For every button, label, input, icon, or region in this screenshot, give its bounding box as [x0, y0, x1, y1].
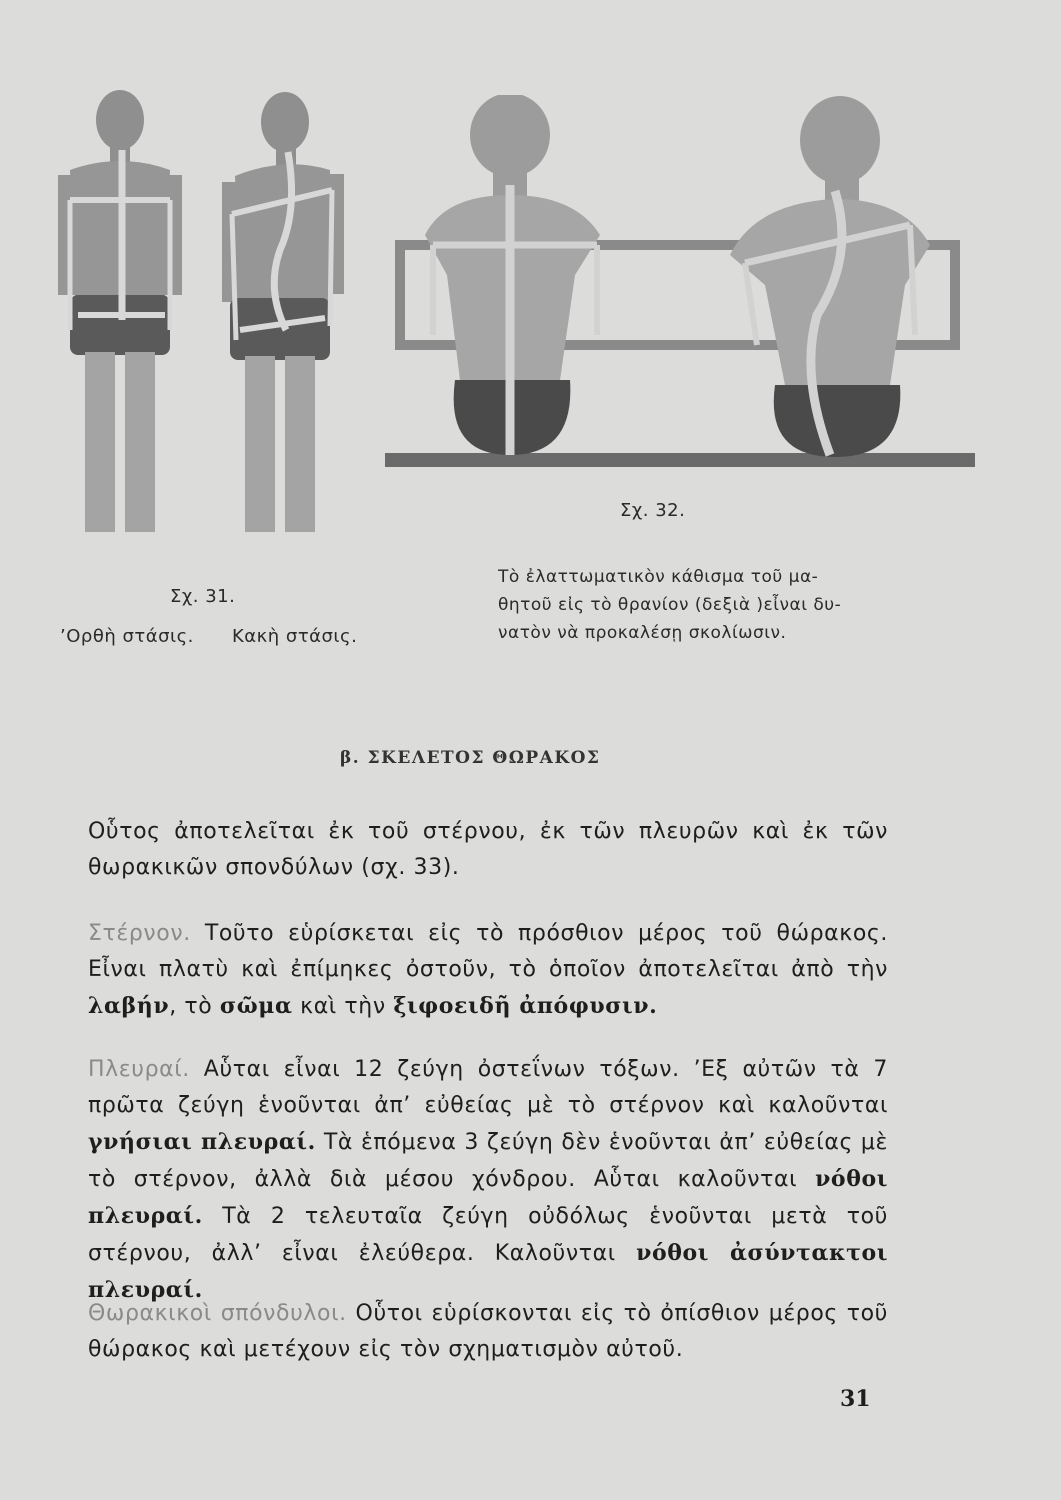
figure-32-label: Σχ. 32.	[620, 500, 686, 521]
figure-31-label: Σχ. 31.	[170, 586, 236, 607]
sternum-term: Στέρνον.	[88, 921, 191, 946]
figure-32-illustration	[385, 95, 985, 475]
figure-31-caption-correct: ’Ορθὴ στάσις.	[60, 626, 194, 647]
sternum-text: Τοῦτο εὑρίσκεται εἰς τὸ πρόσθιον μέρος τοῦ θώρακος. Εἶναι πλατὺ καὶ ἐπίμηκες ὀστοῦν, τὸ ὁποῖον ἀποτελεῖται ἀπὸ τὴν	[88, 921, 888, 982]
sternum-bold-xiphoid: ξιφοειδῆ ἀπόφυσιν.	[393, 993, 658, 1019]
ribs-text: Τὰ ἑπόμενα 3 ζεύγη δὲν ἑνοῦνται ἀπ’ εὐθείας μὲ τὸ στέρνον, ἀλλὰ διὰ μέσου χόνδρου. Αὗται καλοῦνται	[88, 1130, 888, 1192]
figure-31-caption-bad: Κακὴ στάσις.	[232, 626, 358, 647]
figure-31-illustration	[40, 90, 370, 540]
sternum-text: , τὸ	[169, 994, 220, 1019]
figure-32-caption	[498, 563, 841, 647]
ribs-text: Τὰ 2 τελευταῖα ζεύγη οὐδόλως ἑνοῦνται μετὰ τοῦ στέρνου, ἀλλ’ εἶναι ἐλεύθερα. Καλοῦνται	[88, 1204, 888, 1266]
figure-32-caption-line: Τὸ ἐλαττωματικὸν κάθισμα τοῦ μα-	[498, 567, 819, 587]
ribs-bold-true: γνήσιαι πλευραί.	[88, 1129, 316, 1155]
vertebrae-term: Θωρακικοὶ σπόνδυλοι.	[88, 1301, 347, 1326]
sternum-text: καὶ τὴν	[292, 994, 394, 1019]
page-number: 31	[840, 1386, 871, 1412]
ribs-paragraph	[88, 1052, 888, 1309]
figure-32-caption-line: νατὸν νὰ προκαλέσῃ σκολίωσιν.	[498, 623, 787, 643]
figure-correct-posture	[58, 90, 182, 532]
sternum-bold-handle: λαβήν	[88, 993, 170, 1019]
vertebrae-text: Οὗτοι εὑρίσκονται εἰς τὸ ὀπίσθιον μέρος τοῦ θώρακος καὶ μετέχουν εἰς τὸν σχηματισμὸν αὐτοῦ.	[88, 1301, 888, 1362]
seated-figure-defective	[730, 96, 930, 457]
section-heading: β. ΣΚΕΛΕΤΟΣ ΘΩΡΑΚΟΣ	[340, 748, 601, 768]
vertebrae-paragraph	[88, 1296, 888, 1368]
figure-32-caption-line: θητοῦ εἰς τὸ θρανίον (δεξιὰ )εἶναι δυ-	[498, 595, 842, 615]
intro-paragraph	[88, 814, 888, 886]
figure-bad-posture	[222, 92, 344, 532]
ribs-bold-floating: νόθοι ἀσύντακτοι πλευραί.	[88, 1240, 888, 1303]
floor-bar	[385, 453, 975, 467]
ribs-text: Αὗται εἶναι 12 ζεύγη ὀστεΐνων τόξων. ’Εξ αὐτῶν τὰ 7 πρῶτα ζεύγη ἑνοῦνται ἀπ’ εὐθείας μὲ τὸ στέρνον καὶ καλοῦνται	[88, 1057, 888, 1118]
ribs-bold-false: νόθοι πλευραί.	[88, 1166, 888, 1229]
ribs-term: Πλευραί.	[88, 1057, 190, 1082]
sternum-bold-body: σῶμα	[219, 993, 293, 1019]
seated-figure-correct	[425, 95, 600, 455]
intro-text: Οὗτος ἀποτελεῖται ἐκ τοῦ στέρνου, ἐκ τῶν πλευρῶν καὶ ἐκ τῶν θωρακικῶν σπονδύλων (σχ. 33).	[88, 819, 888, 880]
sternum-paragraph	[88, 916, 888, 1025]
